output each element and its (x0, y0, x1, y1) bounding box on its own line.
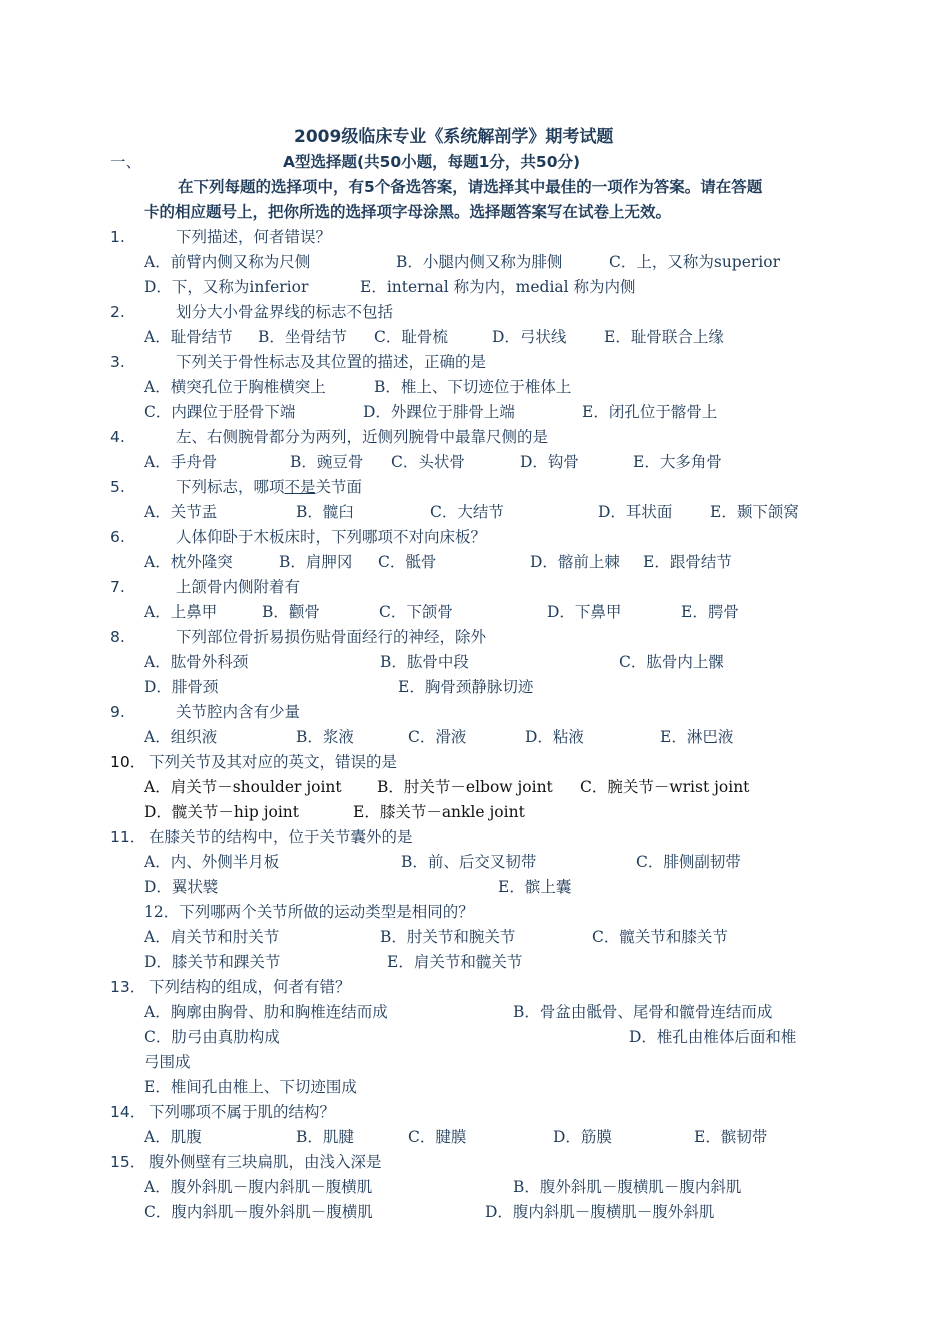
option-e: E．颞下颌窝 (710, 503, 799, 521)
option-d: D．下鼻甲 (547, 603, 622, 621)
option-a: A．内、外侧半月板 (144, 853, 280, 871)
question-number: 11． (110, 828, 146, 846)
question-stem: 12．下列哪两个关节所做的运动类型是相同的？ (144, 903, 474, 921)
question-number: 10． (110, 753, 146, 771)
option-c: C．下颌骨 (379, 603, 453, 621)
question-stem: 下列关于骨性标志及其位置的描述，正确的是 (176, 353, 487, 371)
question-stem: 上颌骨内侧附着有 (176, 578, 301, 596)
option-d: D．翼状襞 (144, 878, 219, 896)
question-stem (176, 476, 362, 498)
question-number: 14． (110, 1103, 146, 1121)
option-e: E．跟骨结节 (643, 553, 732, 571)
option-a: A．关节盂 (144, 503, 218, 521)
option-d: D．髂前上棘 (530, 553, 620, 571)
instructions-line-2: 卡的相应题号上，把你所选的选择项字母涂黑。选择题答案写在试卷上无效。 (144, 203, 672, 221)
question-stem: 下列结构的组成，何者有错？ (149, 978, 351, 996)
option-a: A．组织液 (144, 728, 218, 746)
option-a: A．枕外隆突 (144, 553, 233, 571)
question-number: 3. (110, 353, 125, 371)
option-d-continued: 弓围成 (144, 1053, 191, 1071)
option-e: E．膝关节－ankle joint (353, 803, 525, 821)
option-d: D．钩骨 (520, 453, 579, 471)
option-d: D．髋关节－hip joint (144, 803, 300, 821)
option-b: B．肱骨中段 (380, 653, 469, 671)
question-number: 8. (110, 628, 125, 646)
section-number: 一、 (110, 153, 142, 171)
option-e: E．髌韧带 (694, 1128, 768, 1146)
option-c: C．头状骨 (391, 453, 465, 471)
option-e: E．淋巴液 (660, 728, 734, 746)
option-a: A．肱骨外科颈 (144, 653, 249, 671)
option-b: B．肌腱 (296, 1128, 354, 1146)
option-a: A．肩关节和肘关节 (144, 928, 280, 946)
option-a: A．手舟骨 (144, 453, 218, 471)
option-b: B．豌豆骨 (290, 453, 364, 471)
stem-text: 关节面 (315, 478, 363, 496)
stem-emphasis: 不是 (284, 478, 316, 496)
question-stem: 腹外侧壁有三块扁肌，由浅入深是 (149, 1153, 382, 1171)
option-b: B．前、后交叉韧带 (401, 853, 537, 871)
option-c: C．腱膜 (408, 1128, 467, 1146)
option-c: C．内踝位于胫骨下端 (144, 403, 296, 421)
option-b: B．腹外斜肌－腹横肌－腹内斜肌 (513, 1178, 742, 1196)
option-a: A．前臂内侧又称为尺侧 (144, 253, 311, 271)
question-stem: 下列部位骨折易损伤贴骨面经行的神经，除外 (176, 628, 487, 646)
option-b: B．骨盆由骶骨、尾骨和髋骨连结而成 (513, 1003, 773, 1021)
option-e: E．椎间孔由椎上、下切迹围成 (144, 1078, 357, 1096)
option-a: A．耻骨结节 (144, 328, 233, 346)
option-d: D．粘液 (525, 728, 584, 746)
option-b: B．颧骨 (262, 603, 320, 621)
option-a: A．肌腹 (144, 1128, 202, 1146)
question-number: 4. (110, 428, 125, 446)
option-a: A．腹外斜肌－腹内斜肌－腹横肌 (144, 1178, 373, 1196)
question-stem: 下列哪项不属于肌的结构？ (149, 1103, 336, 1121)
question-stem: 人体仰卧于木板床时，下列哪项不对向床板？ (176, 528, 487, 546)
option-e: E．internal 称为内，medial 称为内侧 (360, 278, 636, 296)
option-b: B．肘关节和腕关节 (380, 928, 516, 946)
question-number: 15． (110, 1153, 146, 1171)
question-number: 2. (110, 303, 125, 321)
option-b: B．浆液 (296, 728, 354, 746)
question-stem: 下列关节及其对应的英文，错误的是 (149, 753, 398, 771)
section-heading: A型选择题(共50小题，每题1分，共50分) (283, 153, 581, 171)
option-b: B．坐骨结节 (258, 328, 347, 346)
option-d: D．耳状面 (598, 503, 673, 521)
option-c: C．上，又称为superior (609, 253, 780, 271)
option-d: D．膝关节和踝关节 (144, 953, 281, 971)
instructions-line-1: 在下列每题的选择项中，有5个备选答案，请选择其中最佳的一项作为答案。请在答题 (178, 178, 763, 196)
exam-title: 2009级临床专业《系统解剖学》期考试题 (294, 127, 614, 147)
option-e: E．大多角骨 (633, 453, 722, 471)
option-a: A．肩关节－shoulder joint (144, 778, 342, 796)
option-b: B．肩胛冈 (279, 553, 353, 571)
option-b: B．髋臼 (296, 503, 354, 521)
option-c: C．腕关节－wrist joint (580, 778, 750, 796)
question-stem: 左、右侧腕骨都分为两列，近侧列腕骨中最靠尺侧的是 (176, 428, 549, 446)
option-a: A．胸廓由胸骨、肋和胸椎连结而成 (144, 1003, 388, 1021)
question-number: 1. (110, 228, 125, 246)
option-e: E．耻骨联合上缘 (604, 328, 724, 346)
option-c: C．髋关节和膝关节 (592, 928, 728, 946)
question-number: 5. (110, 478, 125, 496)
option-e: E．胸骨颈静脉切迹 (398, 678, 534, 696)
option-d: D．腓骨颈 (144, 678, 219, 696)
option-e: E．髌上囊 (498, 878, 572, 896)
option-d: D．弓状线 (492, 328, 567, 346)
option-e: E．腭骨 (681, 603, 739, 621)
question-number: 6. (110, 528, 125, 546)
option-b: B．小腿内侧又称为腓侧 (396, 253, 563, 271)
option-c: C．耻骨梳 (374, 328, 448, 346)
option-a: A．横突孔位于胸椎横突上 (144, 378, 326, 396)
option-d: D．椎孔由椎体后面和椎 (629, 1028, 797, 1046)
option-b: B．椎上、下切迹位于椎体上 (374, 378, 572, 396)
question-number: 7. (110, 578, 125, 596)
option-c: C．肋弓由真肋构成 (144, 1028, 280, 1046)
option-c: C．腹内斜肌－腹外斜肌－腹横肌 (144, 1203, 373, 1221)
option-e: E．闭孔位于髂骨上 (582, 403, 718, 421)
option-d: D．下，又称为inferior (144, 278, 309, 296)
option-d: D．腹内斜肌－腹横肌－腹外斜肌 (485, 1203, 715, 1221)
stem-text: 下列标志，哪项 (176, 478, 285, 496)
option-b: B．肘关节－elbow joint (377, 778, 553, 796)
question-number: 9. (110, 703, 125, 721)
option-c: C．腓侧副韧带 (636, 853, 741, 871)
question-stem: 下列描述，何者错误？ (176, 228, 332, 246)
question-stem: 划分大小骨盆界线的标志不包括 (176, 303, 394, 321)
option-d: D．外踝位于腓骨上端 (363, 403, 515, 421)
option-c: C．骶骨 (378, 553, 437, 571)
question-stem: 在膝关节的结构中，位于关节囊外的是 (149, 828, 413, 846)
option-a: A．上鼻甲 (144, 603, 218, 621)
option-c: C．滑液 (408, 728, 467, 746)
option-c: C．肱骨内上髁 (619, 653, 724, 671)
option-c: C．大结节 (430, 503, 504, 521)
question-stem: 关节腔内含有少量 (176, 703, 301, 721)
question-number: 13． (110, 978, 146, 996)
option-e: E．肩关节和髋关节 (387, 953, 523, 971)
option-d: D．筋膜 (553, 1128, 612, 1146)
